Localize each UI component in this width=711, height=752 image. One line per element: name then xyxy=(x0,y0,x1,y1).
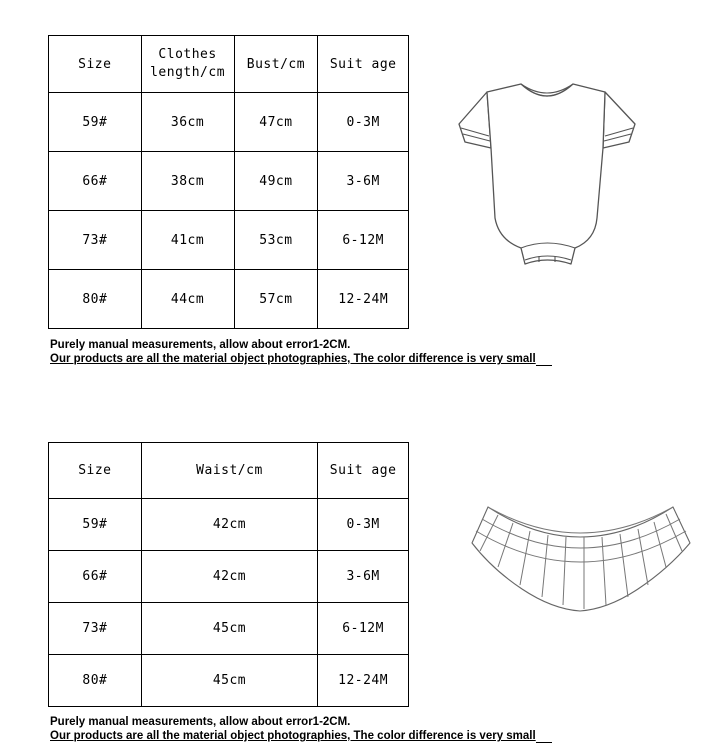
cell-waist: 45cm xyxy=(141,655,318,707)
cell-length: 38cm xyxy=(141,152,234,211)
note-line-2: Our products are all the material object photographies, The color difference is very small xyxy=(50,729,552,743)
cell-length: 41cm xyxy=(141,211,234,270)
cell-length: 36cm xyxy=(141,93,234,152)
note-line-2: Our products are all the material object photographies, The color difference is very small xyxy=(50,352,552,366)
table-header-row xyxy=(49,36,409,93)
cell-size: 73# xyxy=(49,211,142,270)
table-row xyxy=(49,93,409,152)
cell-waist: 42cm xyxy=(141,551,318,603)
table-row xyxy=(49,211,409,270)
table-row xyxy=(49,152,409,211)
cell-age: 6-12M xyxy=(318,603,409,655)
cell-size: 66# xyxy=(49,152,142,211)
measurement-note xyxy=(50,338,552,366)
table-row xyxy=(49,499,409,551)
note-line-1: Purely manual measurements, allow about error1-2CM. xyxy=(50,339,351,351)
header-size: Size xyxy=(49,443,142,499)
header-size: Size xyxy=(49,36,142,93)
skirt-size-table xyxy=(48,442,409,707)
cell-size: 80# xyxy=(49,270,142,329)
cell-size: 73# xyxy=(49,603,142,655)
cell-age: 0-3M xyxy=(318,93,409,152)
table-row xyxy=(49,270,409,329)
bodysuit-outline-image xyxy=(455,78,640,278)
cell-bust: 49cm xyxy=(234,152,318,211)
table-header-row xyxy=(49,443,409,499)
cell-age: 0-3M xyxy=(318,499,409,551)
table-row xyxy=(49,603,409,655)
measurement-note xyxy=(50,715,552,743)
header-clothes-length: Clothes length/cm xyxy=(141,36,234,93)
table-row xyxy=(49,551,409,603)
cell-waist: 45cm xyxy=(141,603,318,655)
bodysuit-size-table xyxy=(48,35,409,329)
cell-length: 44cm xyxy=(141,270,234,329)
cell-age: 3-6M xyxy=(318,551,409,603)
cell-size: 59# xyxy=(49,93,142,152)
note-line-1: Purely manual measurements, allow about error1-2CM. xyxy=(50,716,351,728)
cell-waist: 42cm xyxy=(141,499,318,551)
cell-bust: 57cm xyxy=(234,270,318,329)
cell-age: 12-24M xyxy=(318,270,409,329)
cell-size: 80# xyxy=(49,655,142,707)
tutu-skirt-outline-image xyxy=(468,497,693,617)
table-row xyxy=(49,655,409,707)
cell-bust: 53cm xyxy=(234,211,318,270)
header-suit-age: Suit age xyxy=(318,36,409,93)
cell-size: 66# xyxy=(49,551,142,603)
cell-age: 6-12M xyxy=(318,211,409,270)
cell-age: 3-6M xyxy=(318,152,409,211)
header-bust: Bust/cm xyxy=(234,36,318,93)
cell-age: 12-24M xyxy=(318,655,409,707)
header-suit-age: Suit age xyxy=(318,443,409,499)
header-waist: Waist/cm xyxy=(141,443,318,499)
cell-size: 59# xyxy=(49,499,142,551)
cell-bust: 47cm xyxy=(234,93,318,152)
